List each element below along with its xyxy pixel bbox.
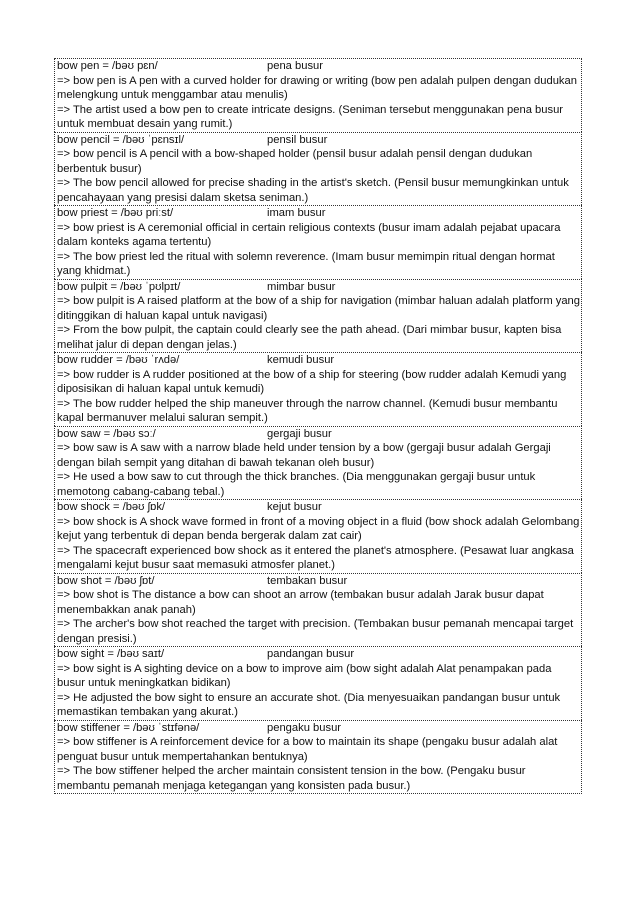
entry-headline: [57, 353, 580, 368]
example-sentence: => From the bow pulpit, the captain could clearly see the path ahead. (Dari mimbar busur, kapten bisa melihat jalur di depan dengan jelas.): [57, 324, 562, 351]
definition: => bow stiffener is A reinforcement device for a bow to maintain its shape (pengaku busur adalah alat penguat busur untuk mempertahankan bentuknya): [57, 736, 558, 763]
translation: imam busur: [267, 207, 326, 219]
headword: bow pen = /bəʊ pɛn/: [57, 60, 158, 72]
translation: mimbar busur: [267, 280, 336, 293]
vocabulary-entry: [54, 279, 582, 353]
definition: => bow sight is A sighting device on a bow to improve aim (bow sight adalah Alat penampakan pada busur untuk meningkatkan bidikan): [57, 662, 552, 689]
entry-headline: [57, 280, 580, 295]
vocabulary-sheet: [54, 58, 582, 794]
translation: pensil busur: [267, 133, 328, 146]
definition: => bow priest is A ceremonial official in certain religious contexts (busur imam adalah pejabat upacara dalam konteks agama tertentu): [57, 221, 561, 248]
definition: => bow saw is A saw with a narrow blade held under tension by a bow (gergaji busur adalah Gergaji dengan bilah sempit yang ditahan di bawah tekanan oleh busur): [57, 442, 551, 469]
headword: bow stiffener = /bəʊ ˈstɪfənə/: [57, 721, 200, 734]
definition: => bow pulpit is A raised platform at the bow of a ship for navigation (mimbar haluan adalah platform yang ditinggikan di haluan kapal untuk navigasi): [57, 295, 581, 322]
vocabulary-entry: [54, 573, 582, 647]
entry-headline: [57, 721, 580, 736]
translation: pengaku busur: [267, 721, 342, 734]
definition: => bow pen is A pen with a curved holder for drawing or writing (bow pen adalah pulpen dengan dudukan melengkung untuk menggambar atau menulis): [57, 74, 577, 101]
vocabulary-entry: [54, 58, 582, 132]
headword: bow priest = /bəʊ priːst/: [57, 207, 174, 219]
translation: tembakan busur: [267, 574, 348, 587]
example-sentence: => The bow pencil allowed for precise shading in the artist's sketch. (Pensil busur memungkinkan untuk pencahayaan yang presisi dalam sketsa seniman.): [57, 177, 569, 204]
translation: pandangan busur: [267, 648, 355, 660]
entry-headline: [57, 59, 580, 74]
vocabulary-entry: [54, 646, 582, 720]
example-sentence: => He used a bow saw to cut through the thick branches. (Dia menggunakan gergaji busur untuk memotong cabang-cabang tebal.): [57, 471, 536, 498]
entry-headline: [57, 133, 580, 148]
entry-headline: [57, 427, 580, 442]
headword: bow rudder = /bəʊ ˈrʌdə/: [57, 354, 180, 366]
definition: => bow shot is The distance a bow can shoot an arrow (tembakan busur adalah Jarak busur dapat menembakkan anak panah): [57, 589, 544, 616]
entry-headline: [57, 647, 580, 662]
headword: bow saw = /bəʊ sɔː/: [57, 427, 156, 440]
translation: kemudi busur: [267, 354, 335, 366]
vocabulary-entry: [54, 426, 582, 500]
headword: bow pulpit = /bəʊ ˈpʊlpɪt/: [57, 280, 181, 293]
example-sentence: => The artist used a bow pen to create intricate designs. (Seniman tersebut menggunakan pena busur untuk membuat desain yang rumit.): [57, 103, 564, 130]
entry-headline: [57, 500, 580, 515]
example-sentence: => The spacecraft experienced bow shock as it entered the planet's atmosphere. (Pesawat luar angkasa mengalami kejut busur saat memasuki atmosfer planet.): [57, 544, 574, 571]
vocabulary-entry: [54, 205, 582, 279]
example-sentence: => The bow stiffener helped the archer maintain consistent tension in the bow. (Pengaku busur membantu pemanah menjaga ketegangan yang konsisten pada busur.): [57, 765, 526, 792]
translation: pena busur: [267, 60, 323, 72]
vocabulary-entry: [54, 720, 582, 795]
example-sentence: => The bow priest led the ritual with solemn reverence. (Imam busur memimpin ritual dengan hormat yang khidmat.): [57, 250, 555, 277]
definition: => bow shock is A shock wave formed in front of a moving object in a fluid (bow shock adalah Gelombang kejut yang terbentuk di depan benda bergerak dalam zat cair): [57, 515, 580, 542]
vocabulary-entry: [54, 132, 582, 206]
entry-headline: [57, 574, 580, 589]
example-sentence: => The bow rudder helped the ship maneuver through the narrow channel. (Kemudi busur membantu kapal bermanuver melalui saluran sempit.): [57, 397, 558, 424]
headword: bow sight = /bəʊ saɪt/: [57, 648, 165, 660]
entry-headline: [57, 206, 580, 221]
translation: kejut busur: [267, 501, 322, 513]
definition: => bow rudder is A rudder positioned at the bow of a ship for steering (bow rudder adalah Kemudi yang diposisikan di haluan kapal untuk kemudi): [57, 368, 567, 395]
example-sentence: => The archer's bow shot reached the target with precision. (Tembakan busur pemanah mencapai target dengan presisi.): [57, 618, 574, 645]
translation: gergaji busur: [267, 427, 332, 440]
headword: bow pencil = /bəʊ ˈpɛnsɪl/: [57, 133, 185, 146]
example-sentence: => He adjusted the bow sight to ensure an accurate shot. (Dia menyesuaikan pandangan busur untuk memastikan tembakan yang akurat.): [57, 691, 561, 718]
vocabulary-entry: [54, 499, 582, 573]
headword: bow shock = /bəʊ ʃɒk/: [57, 501, 166, 513]
headword: bow shot = /bəʊ ʃɒt/: [57, 574, 155, 587]
definition: => bow pencil is A pencil with a bow-shaped holder (pensil busur adalah pensil dengan dudukan berbentuk busur): [57, 148, 533, 175]
vocabulary-entry: [54, 352, 582, 426]
